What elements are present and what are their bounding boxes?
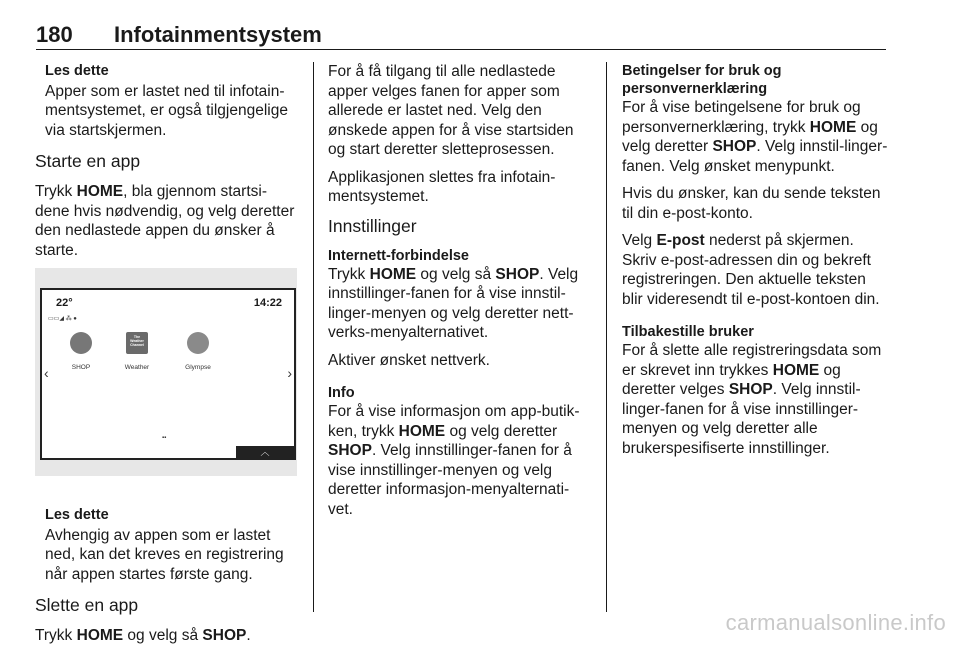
subheading: Internett-forbindelse xyxy=(328,247,469,264)
paragraph: For å vise betingelsene for bruk og personvernerklæring, trykk HOME og velg deretter SHOP. Velg innstil-linger-fanen. Velg ønsket menypunkt. xyxy=(622,99,888,175)
temperature-readout: 22° xyxy=(56,297,73,309)
paragraph: Aktiver ønsket nettverk. xyxy=(328,351,490,369)
chevron-up-icon: ︿ xyxy=(260,447,270,457)
paragraph: For å slette alle registreringsdata som er skrevet inn trykkes HOME og deretter velges SHOP. Velg innstil-linger-fanen for å vise innstillinger-menyen og velg deretter alle brukerspesifiserte innstillinger. xyxy=(622,342,882,457)
subheading: Tilbakestille bruker xyxy=(622,324,754,340)
app-weather xyxy=(112,332,162,378)
clock-readout: 14:22 xyxy=(253,297,282,309)
app-label: Weather xyxy=(124,364,150,371)
paragraph: Applikasjonen slettes fra infotain-mentsystemet. xyxy=(328,168,556,205)
paragraph: Trykk HOME og velg så SHOP. xyxy=(35,627,251,644)
weather-icon xyxy=(126,332,148,354)
note-title: Les dette xyxy=(45,63,109,79)
note-body: Avhengig av appen som er lastet ned, kan det kreves en registrering når appen startes første gang. xyxy=(45,526,284,583)
page-indicator: ▪▪ xyxy=(162,435,167,441)
watermark: carmanualsonline.info xyxy=(725,610,946,635)
paragraph: Trykk HOME og velg så SHOP. Velg innstillinger-fanen for å vise innstil-linger-menyen og velg deretter nett-verks-menyalternativet. xyxy=(328,265,579,341)
note-box xyxy=(35,62,297,140)
subheading: Betingelser for bruk og personvernerklæring xyxy=(622,63,782,97)
chapter-title: Infotainmentsystem xyxy=(114,22,322,47)
status-icons: ▭▭◢ ⁂ ● xyxy=(48,316,77,322)
glympse-icon xyxy=(187,332,209,354)
app-label: SHOP xyxy=(71,364,91,371)
chevron-left-icon: ‹ xyxy=(44,365,49,381)
app-label: Glympse xyxy=(185,364,211,371)
paragraph: For å få tilgang til alle nedlastede apper velges fanen for apper som allerede er lastet ned. Velg den ønskede appen for å vise startsiden og start deretter sletteprosessen. xyxy=(328,63,574,158)
page-header xyxy=(36,22,886,50)
column-divider xyxy=(313,62,314,612)
header-rule xyxy=(36,49,886,50)
weather-icon-label: The Weather Channel xyxy=(130,335,144,347)
column-3 xyxy=(622,62,888,466)
note-box xyxy=(35,506,297,584)
column-1 xyxy=(35,62,297,654)
shop-icon xyxy=(70,332,92,354)
infotainment-screen xyxy=(40,288,296,460)
column-2 xyxy=(328,62,590,527)
section-heading: Slette en app xyxy=(35,595,139,615)
note-title: Les dette xyxy=(45,507,109,523)
column-divider xyxy=(606,62,607,612)
app-glympse xyxy=(173,332,223,378)
chevron-right-icon: › xyxy=(287,365,292,381)
section-heading: Starte en app xyxy=(35,151,141,171)
paragraph: For å vise informasjon om app-butik-ken, trykk HOME og velg deretter SHOP. Velg innstillinger-fanen for å vise innstillinger-menyen og velg deretter informasjon-menyalternati-vet. xyxy=(328,403,580,518)
screenshot-figure xyxy=(35,268,297,476)
paragraph: Hvis du ønsker, kan du sende teksten til din e-post-konto. xyxy=(622,185,881,222)
app-shop xyxy=(56,332,106,378)
paragraph: Trykk HOME, bla gjennom startsi-dene hvis nødvendig, og velg deretter den nedlastede appen du ønsker å starte. xyxy=(35,183,295,259)
section-heading: Innstillinger xyxy=(328,215,417,236)
expand-bar xyxy=(236,446,294,458)
subheading: Info xyxy=(328,385,355,401)
page-number: 180 xyxy=(36,22,73,47)
note-body: Apper som er lastet ned til infotain-mentsystemet, er også tilgjengelige via startskjermen. xyxy=(45,82,288,139)
paragraph: Velg E-post nederst på skjermen. Skriv e-post-adressen din og bekreft registreringen. Den aktuelle teksten blir videresendt til e-post-kontoen din. xyxy=(622,232,880,308)
